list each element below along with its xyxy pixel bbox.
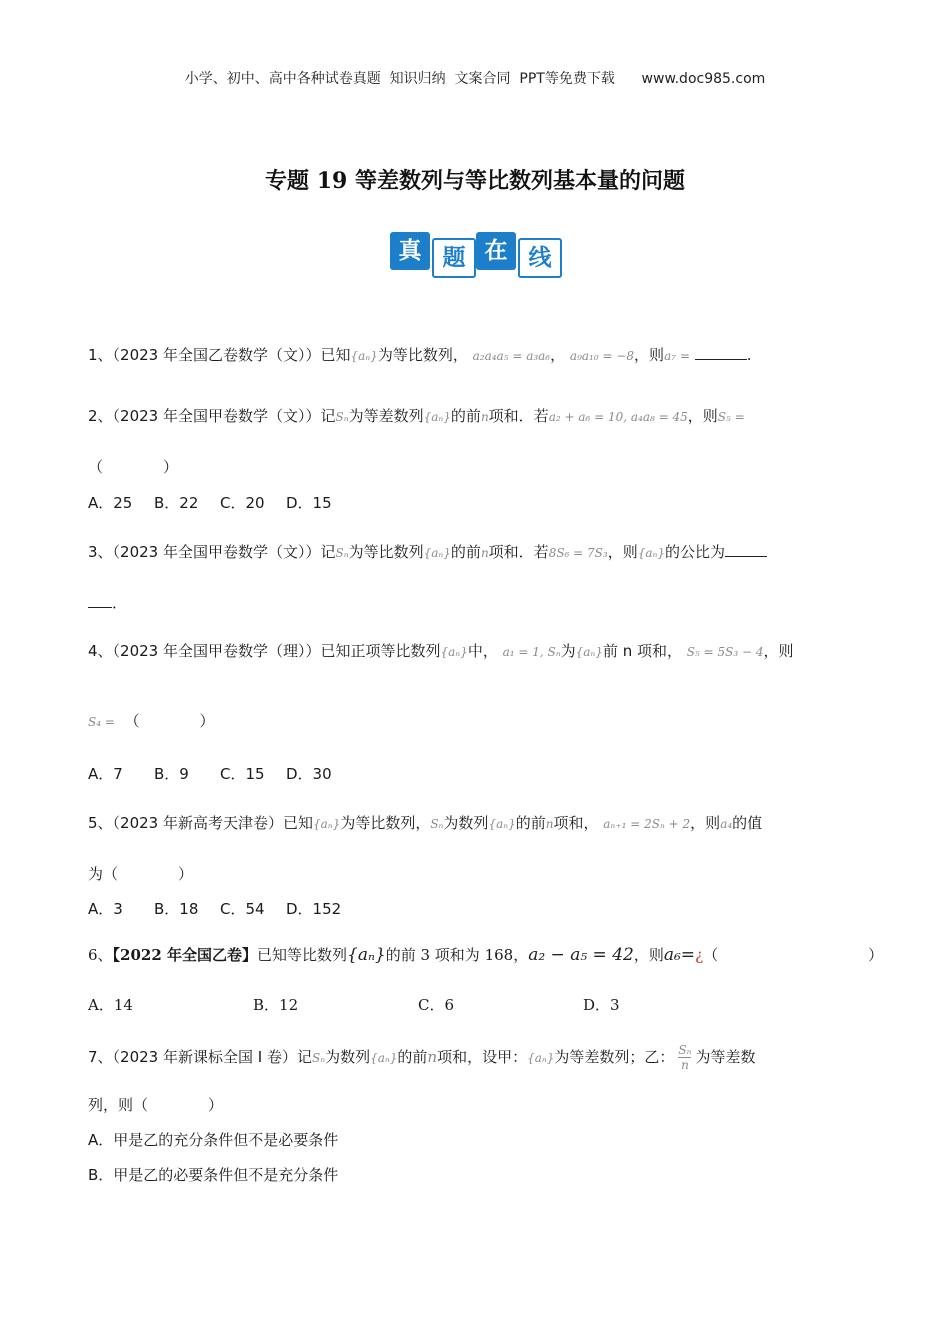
badge-tile-4: 线 [518, 238, 562, 278]
answer-blank[interactable] [725, 542, 767, 557]
question-2-paren: （ ） [88, 458, 179, 476]
question-3-cont: ． [88, 592, 127, 613]
badge-tile-1: 真 [390, 232, 430, 270]
question-2-options [88, 492, 352, 513]
option-b[interactable]: B．甲是乙的必要条件但不是充分条件 [88, 1166, 339, 1184]
question-4: 4、（2023 年全国甲卷数学（理））已知正项等比数列{aₙ}中， a₁ = 1, Sₙ为{aₙ}前 n 项和， S₅ = 5S₃ − 4，则 [88, 642, 794, 660]
badge-tile-2: 题 [432, 238, 476, 278]
option-a[interactable]: A．3 [88, 900, 123, 918]
option-d[interactable]: D．152 [286, 900, 342, 918]
page-header: 小学、初中、高中各种试卷真题 知识归纳 文案合同 PPT等免费下载 www.doc985.com [184, 71, 766, 87]
question-3: 3、（2023 年全国甲卷数学（文））记Sₙ为等比数列{aₙ}的前n项和．若8S₆ = 7S₃，则{aₙ}的公比为 [88, 541, 767, 562]
option-b[interactable]: B．18 [154, 900, 199, 918]
option-c[interactable]: C．15 [220, 765, 265, 783]
option-d[interactable]: D．30 [286, 765, 332, 783]
option-d[interactable]: D．15 [286, 494, 332, 512]
option-b[interactable]: B．22 [154, 494, 199, 512]
option-c[interactable]: C．6 [418, 996, 455, 1014]
option-b[interactable]: B．9 [154, 765, 189, 783]
fraction: $\frac{\text{Sₙ}}{n}$ [678, 1043, 692, 1072]
option-c[interactable]: C．54 [220, 900, 265, 918]
question-5-cont: 为（ ） [88, 865, 194, 883]
option-c[interactable]: C．20 [220, 494, 265, 512]
question-1: 1、（2023 年全国乙卷数学（文））已知{aₙ}为等比数列， a₂a₄a₅ = a₃a₆， a₉a₁₀ = −8，则a₇ = . [88, 346, 752, 364]
question-4-options [88, 763, 352, 784]
option-a[interactable]: A．14 [88, 996, 133, 1014]
question-5: 5、（2023 年新高考天津卷）已知{aₙ}为等比数列，Sₙ为数列{aₙ}的前n项和， aₙ₊₁ = 2Sₙ + 2，则a₄的值 [88, 814, 763, 832]
option-d[interactable]: D．3 [583, 996, 620, 1014]
question-6: 6、【2022 年全国乙卷】已知等比数列{aₙ}的前 3 项和为 168，a₂ − a₅ = 42，则a₆=¿（ ） [88, 945, 884, 965]
option-b[interactable]: B．12 [253, 996, 299, 1014]
page-title: 专题 19 等差数列与等比数列基本量的问题 [265, 168, 685, 194]
question-4-cont: S₄ = （ ） [88, 712, 215, 730]
badge-tile-3: 在 [476, 232, 516, 270]
section-badge [390, 232, 560, 278]
question-7-cont: 列，则（ ） [88, 1096, 224, 1114]
option-a[interactable]: A．25 [88, 494, 133, 512]
question-5-options [88, 898, 352, 919]
question-2: 2、（2023 年全国甲卷数学（文））记Sₙ为等差数列{aₙ}的前n项和．若a₂ + a₆ = 10, a₄a₈ = 45，则S₅ = [88, 407, 745, 425]
option-a[interactable]: A．7 [88, 765, 123, 783]
answer-blank[interactable] [695, 345, 747, 360]
option-a[interactable]: A．甲是乙的充分条件但不是必要条件 [88, 1131, 339, 1149]
question-6-options [88, 994, 663, 1015]
question-7: 7、（2023 年新课标全国 Ⅰ 卷）记Sₙ为数列{aₙ}的前n项和，设甲：{aₙ}为等差数列；乙： $\frac{\text{Sₙ}}{n}$ 为等差数 [88, 1043, 756, 1072]
